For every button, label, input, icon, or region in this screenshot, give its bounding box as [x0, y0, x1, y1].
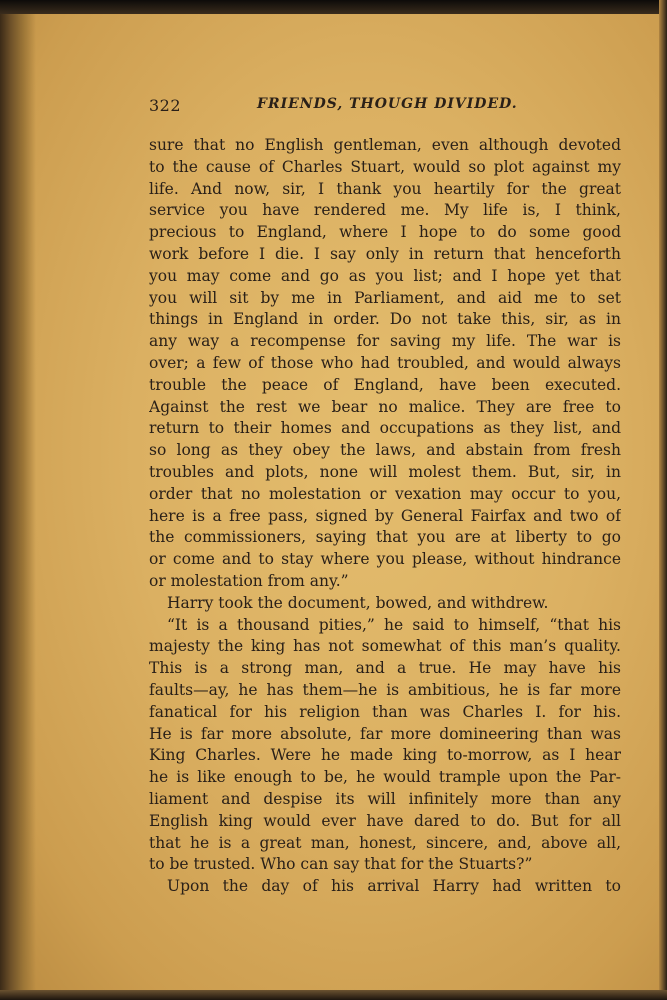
page-body-text	[149, 135, 621, 898]
text-line: He is far more absolute, far more domineering than was	[149, 724, 621, 743]
text-line: sure that no English gentleman, even although devoted	[149, 136, 621, 154]
text-line: any way a recompense for saving my life. The war is	[149, 332, 621, 351]
text-line: precious to England, where I hope to do some good	[149, 223, 621, 242]
text-line: faults—ay, he has them—he is ambitious, he is far more	[149, 680, 621, 699]
page-header	[149, 96, 621, 118]
text-line: service you have rendered me. My life is, I think,	[149, 201, 621, 220]
text-line: return to their homes and occupations as they list, and	[149, 419, 621, 438]
text-line: fanatical for his religion than was Charles I. for his.	[149, 702, 621, 721]
text-line: This is a strong man, and a true. He may have his	[149, 659, 621, 678]
text-line: or come and to stay where you please, without hindrance	[149, 550, 621, 569]
text-line: Upon the day of his arrival Harry had written to	[167, 877, 621, 896]
text-line: trouble the peace of England, have been executed.	[149, 375, 621, 394]
text-line: work before I die. I say only in return that henceforth	[149, 244, 621, 263]
text-line: or molestation from any.”	[149, 571, 349, 590]
page-right-edge	[659, 0, 667, 1000]
text-line: the commissioners, saying that you are at liberty to go	[149, 528, 621, 547]
text-line: here is a free pass, signed by General Fairfax and two of	[149, 506, 621, 525]
running-head: FRIENDS, THOUGH DIVIDED.	[257, 96, 518, 112]
text-line: you will sit by me in Parliament, and aid me to set	[149, 288, 621, 307]
text-line: “It is a thousand pities,” he said to himself, “that his	[167, 615, 621, 634]
text-line: Against the rest we bear no malice. They are free to	[149, 397, 621, 416]
text-line: to be trusted. Who can say that for the Stuarts?”	[149, 855, 533, 874]
text-line: English king would ever have dared to do. But for all	[149, 811, 621, 830]
page-top-edge	[0, 0, 667, 14]
text-line: over; a few of those who had troubled, and would always	[149, 353, 621, 372]
text-line: life. And now, sir, I thank you heartily for the great	[149, 179, 621, 198]
text-line: King Charles. Were he made king to-morrow, as I hear	[149, 746, 621, 765]
text-line: order that no molestation or vexation may occur to you,	[149, 484, 621, 503]
text-line: liament and despise its will infinitely more than any	[149, 789, 621, 808]
text-line: troubles and plots, none will molest them. But, sir, in	[149, 462, 621, 481]
text-line: so long as they obey the laws, and abstain from fresh	[149, 441, 621, 460]
text-line: majesty the king has not somewhat of this man’s quality.	[149, 637, 621, 656]
page-bottom-edge	[0, 990, 667, 1000]
book-spine-shadow	[0, 0, 36, 1000]
text-line: he is like enough to be, he would trample upon the Par-	[149, 768, 621, 787]
text-line: things in England in order. Do not take this, sir, as in	[149, 310, 621, 329]
text-line: that he is a great man, honest, sincere, and, above all,	[149, 833, 621, 852]
text-line: Harry took the document, bowed, and withdrew.	[167, 593, 549, 612]
text-line: you may come and go as you list; and I hope yet that	[149, 266, 621, 285]
page-number: 322	[149, 96, 182, 115]
text-line: to the cause of Charles Stuart, would so plot against my	[149, 157, 621, 176]
